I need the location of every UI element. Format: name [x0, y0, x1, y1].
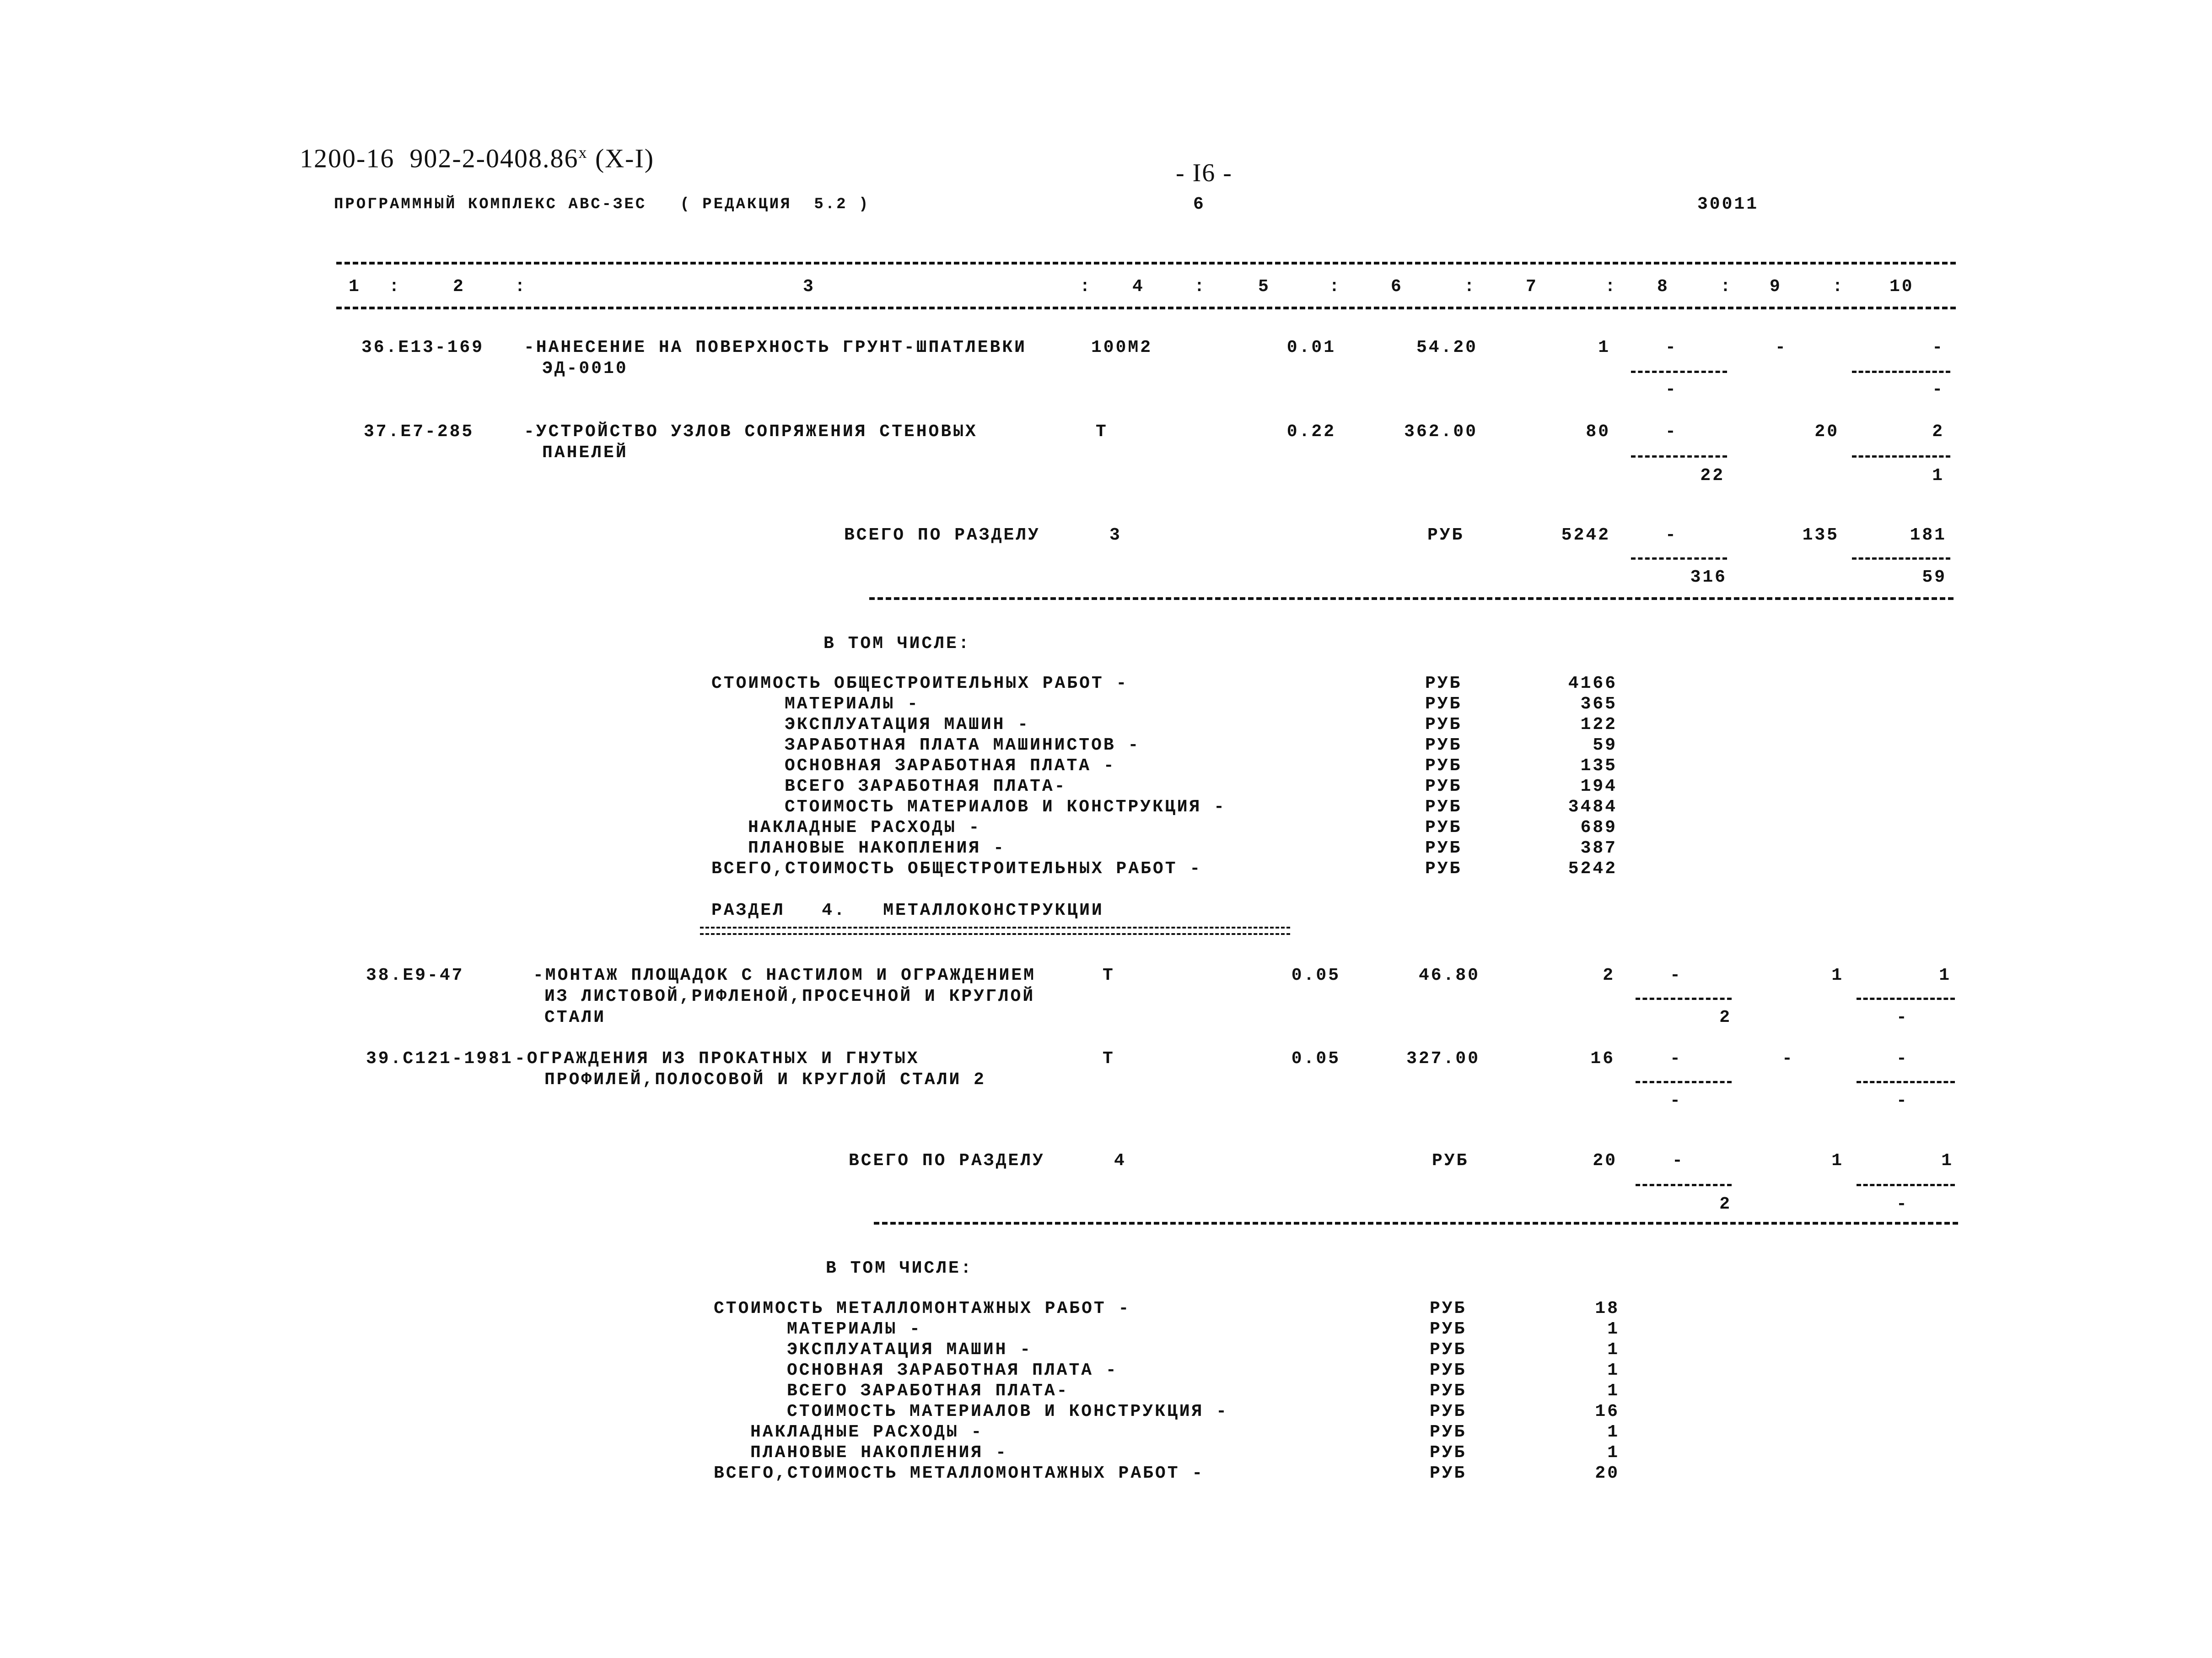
- breakdown-value: 1: [1607, 1422, 1620, 1442]
- total-section: 4: [1114, 1151, 1126, 1171]
- breakdown-value: 1: [1607, 1319, 1620, 1339]
- column-header-cell: 2: [453, 277, 465, 297]
- fraction-rule: [1857, 1081, 1955, 1083]
- column-header-cell: 7: [1526, 277, 1538, 297]
- row-col10-top: -: [1896, 1049, 1909, 1069]
- breakdown-label: ЭКСПЛУАТАЦИЯ МАШИН -: [785, 715, 1030, 734]
- total-unit: РУБ: [1427, 525, 1464, 545]
- row-col10-bottom: 1: [1932, 466, 1944, 486]
- table-header-rule: [336, 307, 1956, 309]
- breakdown-value: 59: [1593, 735, 1617, 755]
- breakdown-value: 135: [1580, 756, 1617, 776]
- row-col10-bottom: -: [1896, 1008, 1909, 1027]
- row-col10-top: 2: [1932, 422, 1944, 442]
- fraction-rule: [1636, 1081, 1732, 1083]
- total-col8-top: -: [1665, 525, 1678, 545]
- breakdown-unit: РУБ: [1430, 1299, 1467, 1318]
- breakdown-label: НАКЛАДНЫЕ РАСХОДЫ -: [748, 818, 981, 837]
- breakdown-label: ВСЕГО ЗАРАБОТНАЯ ПЛАТА-: [785, 777, 1067, 796]
- row-number: 38.Е9-47: [366, 966, 464, 985]
- breakdown-value: 122: [1580, 715, 1617, 734]
- row-col10-top: -: [1932, 338, 1944, 357]
- row-col7: 16: [1590, 1049, 1615, 1069]
- breakdown-unit: РУБ: [1430, 1422, 1467, 1442]
- row-unit: 100М2: [1091, 338, 1153, 357]
- column-separator: :: [1329, 277, 1341, 297]
- total-col10-bottom: 59: [1922, 567, 1947, 587]
- total-col10-bottom: -: [1896, 1194, 1909, 1214]
- row-description: СТАЛИ: [544, 1008, 606, 1027]
- breakdown-label: МАТЕРИАЛЫ -: [785, 694, 920, 714]
- total-label: ВСЕГО ПО РАЗДЕЛУ: [844, 525, 1040, 545]
- row-col9: 20: [1814, 422, 1839, 442]
- total-unit: РУБ: [1432, 1151, 1469, 1171]
- breakdown-title: В ТОМ ЧИСЛЕ:: [823, 634, 971, 653]
- column-separator: :: [1464, 277, 1476, 297]
- breakdown-value: 3484: [1568, 797, 1617, 817]
- column-separator: :: [389, 277, 401, 297]
- row-unit: Т: [1103, 966, 1115, 985]
- breakdown-value: 5242: [1568, 859, 1617, 879]
- row-description: ЭД-0010: [542, 359, 628, 378]
- breakdown-label: СТОИМОСТЬ МАТЕРИАЛОВ И КОНСТРУКЦИЯ -: [785, 797, 1226, 817]
- breakdown-value: 16: [1595, 1402, 1620, 1421]
- row-col10-bottom: -: [1896, 1091, 1909, 1111]
- breakdown-title: В ТОМ ЧИСЛЕ:: [826, 1258, 973, 1278]
- breakdown-unit: РУБ: [1430, 1381, 1467, 1401]
- column-header-cell: 4: [1132, 277, 1145, 297]
- breakdown-label: ВСЕГО,СТОИМОСТЬ ОБЩЕСТРОИТЕЛЬНЫХ РАБОТ -: [711, 859, 1202, 879]
- document-code: 1200-16 902-2-0408.86$^x$ (X-I): [300, 143, 655, 173]
- row-quantity: 0.05: [1291, 1049, 1340, 1069]
- breakdown-value: 20: [1595, 1464, 1620, 1483]
- breakdown-value: 1: [1607, 1361, 1620, 1380]
- total-col8-bottom: 316: [1690, 567, 1727, 587]
- row-col9: -: [1775, 338, 1787, 357]
- breakdown-unit: РУБ: [1425, 777, 1462, 796]
- row-number: 37.Е7-285: [364, 422, 474, 442]
- breakdown-label: ЭКСПЛУАТАЦИЯ МАШИН -: [787, 1340, 1033, 1360]
- breakdown-label: ВСЕГО,СТОИМОСТЬ МЕТАЛЛОМОНТАЖНЫХ РАБОТ -: [714, 1464, 1205, 1483]
- column-header-cell: 6: [1391, 277, 1403, 297]
- row-col8-top: -: [1665, 422, 1678, 442]
- column-separator: :: [1080, 277, 1092, 297]
- column-header-cell: 10: [1889, 277, 1914, 297]
- fraction-rule: [1852, 455, 1950, 458]
- fraction-rule: [1631, 455, 1727, 458]
- total-col9: 135: [1802, 525, 1839, 545]
- program-line: ПРОГРАММНЫЙ КОМПЛЕКС АВС-ЗЕС ( РЕДАКЦИЯ 5.2 ): [334, 196, 870, 213]
- total-col10-top: 181: [1910, 525, 1947, 545]
- column-separator: :: [1832, 277, 1845, 297]
- breakdown-value: 194: [1580, 777, 1617, 796]
- breakdown-label: ПЛАНОВЫЕ НАКОПЛЕНИЯ -: [748, 838, 1006, 858]
- row-col9: -: [1782, 1049, 1794, 1069]
- total-col7: 20: [1593, 1151, 1617, 1171]
- breakdown-label: ОСНОВНАЯ ЗАРАБОТНАЯ ПЛАТА -: [787, 1361, 1118, 1380]
- row-description: -НАНЕСЕНИЕ НА ПОВЕРХНОСТЬ ГРУНТ-ШПАТЛЕВКИ: [524, 338, 1027, 357]
- total-col10-top: 1: [1941, 1151, 1954, 1171]
- row-col7: 80: [1586, 422, 1610, 442]
- breakdown-unit: РУБ: [1425, 818, 1462, 837]
- row-col8-bottom: 2: [1719, 1008, 1732, 1027]
- table-top-rule: [336, 262, 1956, 265]
- breakdown-unit: РУБ: [1425, 838, 1462, 858]
- row-description: -ОГРАЖДЕНИЯ ИЗ ПРОКАТНЫХ И ГНУТЫХ: [515, 1049, 920, 1069]
- column-separator: :: [1720, 277, 1733, 297]
- document-number: 30011: [1697, 194, 1759, 214]
- row-price: 46.80: [1418, 966, 1480, 985]
- breakdown-label: ОСНОВНАЯ ЗАРАБОТНАЯ ПЛАТА -: [785, 756, 1116, 776]
- breakdown-unit: РУБ: [1430, 1319, 1467, 1339]
- row-description: -УСТРОЙСТВО УЗЛОВ СОПРЯЖЕНИЯ СТЕНОВЫХ: [524, 422, 978, 442]
- breakdown-value: 1: [1607, 1381, 1620, 1401]
- total-label: ВСЕГО ПО РАЗДЕЛУ: [849, 1151, 1045, 1171]
- section-rule: [869, 597, 1954, 600]
- fraction-rule: [1857, 998, 1955, 1000]
- column-separator: :: [515, 277, 527, 297]
- column-header-cell: 1: [349, 277, 361, 297]
- row-quantity: 0.22: [1286, 422, 1336, 442]
- row-number: 36.Е13-169: [361, 338, 484, 357]
- row-col7: 2: [1603, 966, 1615, 985]
- breakdown-unit: РУБ: [1430, 1464, 1467, 1483]
- breakdown-unit: РУБ: [1425, 756, 1462, 776]
- fraction-rule: [1852, 557, 1950, 560]
- total-col8-bottom: 2: [1719, 1194, 1732, 1214]
- row-col10-bottom: -: [1932, 380, 1944, 400]
- row-col8-bottom: 22: [1700, 466, 1725, 486]
- fraction-rule: [1852, 371, 1950, 373]
- fraction-rule: [1631, 557, 1727, 560]
- breakdown-value: 365: [1580, 694, 1617, 714]
- page-number: - I6 -: [1176, 159, 1232, 187]
- row-col8-top: -: [1670, 966, 1682, 985]
- breakdown-unit: РУБ: [1430, 1443, 1467, 1463]
- total-section: 3: [1109, 525, 1122, 545]
- breakdown-value: 4166: [1568, 674, 1617, 693]
- breakdown-unit: РУБ: [1425, 715, 1462, 734]
- breakdown-value: 18: [1595, 1299, 1620, 1318]
- column-header-cell: 9: [1770, 277, 1782, 297]
- section-rule: [874, 1222, 1958, 1225]
- column-separator: :: [1194, 277, 1206, 297]
- column-separator: :: [1605, 277, 1617, 297]
- breakdown-value: 689: [1580, 818, 1617, 837]
- row-description: ПАНЕЛЕЙ: [542, 443, 628, 463]
- row-number: 39.С121-1981: [366, 1049, 513, 1069]
- breakdown-label: ПЛАНОВЫЕ НАКОПЛЕНИЯ -: [750, 1443, 1008, 1463]
- row-description: -МОНТАЖ ПЛОЩАДОК С НАСТИЛОМ И ОГРАЖДЕНИЕМ: [533, 966, 1036, 985]
- breakdown-unit: РУБ: [1430, 1340, 1467, 1360]
- breakdown-value: 387: [1580, 838, 1617, 858]
- section-heading-underline: [700, 927, 1290, 935]
- row-col8-top: -: [1670, 1049, 1682, 1069]
- section-heading: РАЗДЕЛ 4. МЕТАЛЛОКОНСТРУКЦИИ: [711, 901, 1104, 920]
- row-quantity: 0.01: [1286, 338, 1336, 357]
- breakdown-unit: РУБ: [1425, 674, 1462, 693]
- row-description: ИЗ ЛИСТОВОЙ,РИФЛЕНОЙ,ПРОСЕЧНОЙ И КРУГЛОЙ: [544, 987, 1035, 1006]
- total-col9: 1: [1831, 1151, 1844, 1171]
- row-col10-top: 1: [1939, 966, 1951, 985]
- column-header-cell: 5: [1258, 277, 1270, 297]
- fraction-rule: [1857, 1184, 1955, 1186]
- breakdown-value: 1: [1607, 1443, 1620, 1463]
- row-col8-top: -: [1665, 338, 1678, 357]
- row-col8-bottom: -: [1665, 380, 1678, 400]
- breakdown-unit: РУБ: [1425, 694, 1462, 714]
- total-col7: 5242: [1561, 525, 1610, 545]
- total-col8-top: -: [1672, 1151, 1685, 1171]
- breakdown-unit: РУБ: [1430, 1361, 1467, 1380]
- breakdown-unit: РУБ: [1430, 1402, 1467, 1421]
- row-unit: Т: [1103, 1049, 1115, 1069]
- variant-mark: 6: [1193, 194, 1206, 214]
- row-col8-bottom: -: [1670, 1091, 1682, 1111]
- breakdown-value: 1: [1607, 1340, 1620, 1360]
- row-price: 54.20: [1416, 338, 1478, 357]
- row-price: 362.00: [1404, 422, 1478, 442]
- fraction-rule: [1631, 371, 1727, 373]
- row-quantity: 0.05: [1291, 966, 1340, 985]
- column-header-cell: 8: [1657, 277, 1669, 297]
- breakdown-label: ВСЕГО ЗАРАБОТНАЯ ПЛАТА-: [787, 1381, 1069, 1401]
- row-price: 327.00: [1406, 1049, 1480, 1069]
- breakdown-label: НАКЛАДНЫЕ РАСХОДЫ -: [750, 1422, 984, 1442]
- breakdown-label: МАТЕРИАЛЫ -: [787, 1319, 922, 1339]
- column-header-cell: 3: [803, 277, 815, 297]
- breakdown-label: СТОИМОСТЬ ОБЩЕСТРОИТЕЛЬНЫХ РАБОТ -: [711, 674, 1129, 693]
- row-col7: 1: [1598, 338, 1610, 357]
- fraction-rule: [1636, 1184, 1732, 1186]
- breakdown-unit: РУБ: [1425, 797, 1462, 817]
- breakdown-unit: РУБ: [1425, 859, 1462, 879]
- row-description: ПРОФИЛЕЙ,ПОЛОСОВОЙ И КРУГЛОЙ СТАЛИ 2: [544, 1070, 986, 1090]
- breakdown-label: СТОИМОСТЬ МАТЕРИАЛОВ И КОНСТРУКЦИЯ -: [787, 1402, 1228, 1421]
- breakdown-label: ЗАРАБОТНАЯ ПЛАТА МАШИНИСТОВ -: [785, 735, 1141, 755]
- fraction-rule: [1636, 998, 1732, 1000]
- row-col9: 1: [1831, 966, 1844, 985]
- breakdown-unit: РУБ: [1425, 735, 1462, 755]
- row-unit: Т: [1096, 422, 1108, 442]
- breakdown-label: СТОИМОСТЬ МЕТАЛЛОМОНТАЖНЫХ РАБОТ -: [714, 1299, 1131, 1318]
